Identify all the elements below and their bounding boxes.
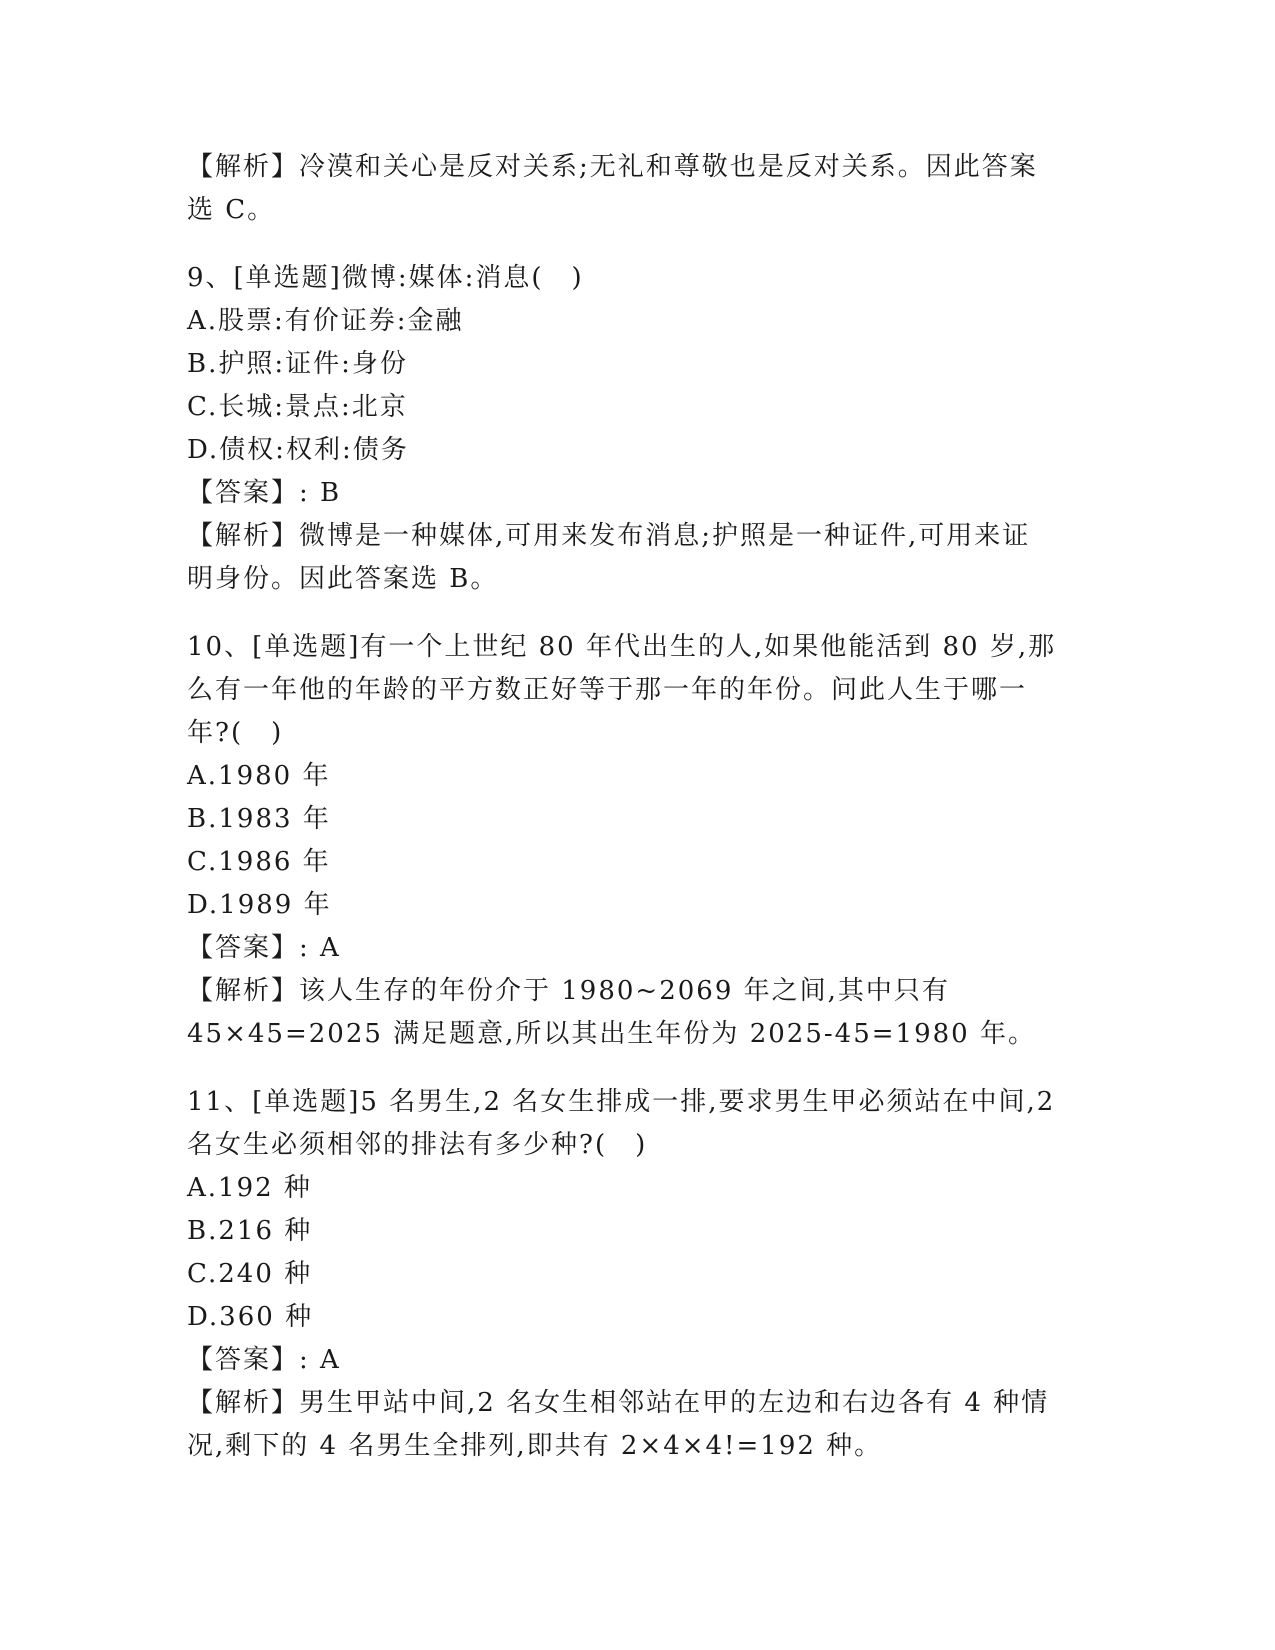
analysis-line: 选 C。 xyxy=(187,195,276,225)
question-10 xyxy=(187,626,1087,1056)
question-stem: 9、[单选题]微博:媒体:消息( ) xyxy=(187,263,584,293)
question-stem: 11、[单选题]5 名男生,2 名女生排成一排,要求男生甲必须站在中间,2 xyxy=(187,1087,1056,1117)
option-a: A.股票:有价证券:金融 xyxy=(187,306,464,336)
analysis-line: 【解析】男生甲站中间,2 名女生相邻站在甲的左边和右边各有 4 种情 xyxy=(187,1388,1050,1418)
option-c: C.1986 年 xyxy=(187,847,331,877)
option-b: B.216 种 xyxy=(187,1216,313,1246)
analysis-line: 【解析】微博是一种媒体,可用来发布消息;护照是一种证件,可用来证 xyxy=(187,521,1031,551)
option-d: D.360 种 xyxy=(187,1302,314,1332)
option-a: A.1980 年 xyxy=(187,761,331,791)
question-stem: 么有一年他的年龄的平方数正好等于那一年的年份。问此人生于哪一 xyxy=(187,675,1028,705)
question-9 xyxy=(187,257,1087,601)
option-d: D.1989 年 xyxy=(187,890,332,920)
analysis-line: 况,剩下的 4 名男生全排列,即共有 2×4×4!=192 种。 xyxy=(187,1431,883,1461)
option-d: D.债权:权利:债务 xyxy=(187,435,409,465)
question-stem: 年?( ) xyxy=(187,718,284,748)
option-c: C.240 种 xyxy=(187,1259,313,1289)
option-a: A.192 种 xyxy=(187,1173,312,1203)
analysis-line: 【解析】该人生存的年份介于 1980~2069 年之间,其中只有 xyxy=(187,976,950,1006)
answer-line: 【答案】: A xyxy=(187,933,341,963)
analysis-line: 明身份。因此答案选 B。 xyxy=(187,564,499,594)
option-c: C.长城:景点:北京 xyxy=(187,392,408,422)
question-11 xyxy=(187,1081,1087,1468)
answer-line: 【答案】: B xyxy=(187,478,342,508)
option-b: B.1983 年 xyxy=(187,804,331,834)
question-8-analysis xyxy=(187,146,1087,232)
document-page xyxy=(187,146,1087,1468)
analysis-line: 【解析】冷漠和关心是反对关系;无礼和尊敬也是反对关系。因此答案 xyxy=(187,152,1038,182)
answer-line: 【答案】: A xyxy=(187,1345,341,1375)
analysis-line: 45×45=2025 满足题意,所以其出生年份为 2025-45=1980 年。 xyxy=(187,1019,1036,1049)
question-stem: 10、[单选题]有一个上世纪 80 年代出生的人,如果他能活到 80 岁,那 xyxy=(187,632,1057,662)
question-stem: 名女生必须相邻的排法有多少种?( ) xyxy=(187,1130,648,1160)
option-b: B.护照:证件:身份 xyxy=(187,349,408,379)
